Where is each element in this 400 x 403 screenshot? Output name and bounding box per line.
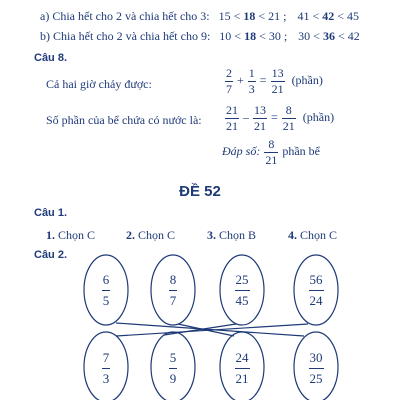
- line-b-b1: 18: [244, 29, 257, 43]
- bottom-fraction-2: $\frac{5}{9}$: [169, 349, 177, 386]
- unit: (phần): [291, 72, 323, 87]
- answer-unit: phần bể: [282, 143, 320, 158]
- answer-label: Đáp số:: [222, 143, 261, 158]
- cau1-choice-3: 3. Chọn B: [207, 228, 257, 242]
- equals-sign: =: [259, 72, 267, 87]
- bottom-fraction-4: $\frac{30}{25}$: [309, 349, 323, 386]
- line-a-p2: < 21 ;: [258, 9, 287, 23]
- line-a-p1: 15 <: [218, 9, 241, 23]
- fraction: $\frac{8}{21}$: [282, 103, 295, 133]
- fraction: $\frac{13}{21}$: [254, 103, 266, 133]
- top-fraction-2: $\frac{8}{7}$: [169, 271, 177, 308]
- equals-sign: =: [271, 109, 278, 124]
- fraction: $\frac{2}{7}$: [226, 66, 232, 96]
- cau8-label: Câu 8.: [34, 52, 68, 64]
- line-a-b2: 42: [322, 9, 335, 23]
- line-b-b2: 36: [322, 29, 335, 43]
- cau1-label: Câu 1.: [34, 207, 68, 219]
- section-title: ĐỀ 52: [179, 183, 221, 200]
- line-a-b1: 18: [243, 9, 256, 23]
- line-b-p4: < 42: [337, 29, 360, 43]
- unit: (phần): [302, 109, 335, 124]
- top-fraction-3: $\frac{25}{45}$: [235, 271, 249, 308]
- line-a-p3: 41 <: [297, 9, 320, 23]
- cau2-label: Câu 2.: [34, 249, 68, 261]
- top-fraction-4: $\frac{56}{24}$: [309, 271, 323, 308]
- bottom-fraction-1: $\frac{7}{3}$: [102, 349, 110, 386]
- fraction: $\frac{8}{21}$: [265, 137, 278, 167]
- cau1-choice-2: 2. Chọn C: [126, 228, 176, 242]
- cau1-choice-4: 4. Chọn C: [288, 228, 338, 242]
- line-b-p2: < 30 ;: [259, 29, 288, 43]
- line-b-prefix: b) Chia hết cho 2 và chia hết cho 9:: [40, 29, 211, 43]
- cau8-line1-text: Cả hai giờ chảy được:: [46, 77, 152, 91]
- fraction: $\frac{13}{21}$: [271, 66, 284, 96]
- cau8-line2-text: Số phần của bể chứa có nước là:: [46, 113, 202, 127]
- operator: –: [243, 109, 249, 124]
- fraction: $\frac{1}{3}$: [248, 66, 255, 96]
- fraction: $\frac{21}{21}$: [226, 103, 238, 133]
- bottom-fraction-3: $\frac{24}{21}$: [235, 349, 249, 386]
- line-a-prefix: a) Chia hết cho 2 và chia hết cho 3:: [40, 9, 210, 23]
- cau1-choice-1: 1. Chọn C: [46, 228, 96, 242]
- line-b-p1: 10 <: [219, 29, 242, 43]
- line-b-p3: 30 <: [298, 29, 320, 43]
- line-a-p4: < 45: [337, 9, 360, 23]
- operator: +: [237, 72, 244, 87]
- top-fraction-1: $\frac{6}{5}$: [102, 271, 110, 308]
